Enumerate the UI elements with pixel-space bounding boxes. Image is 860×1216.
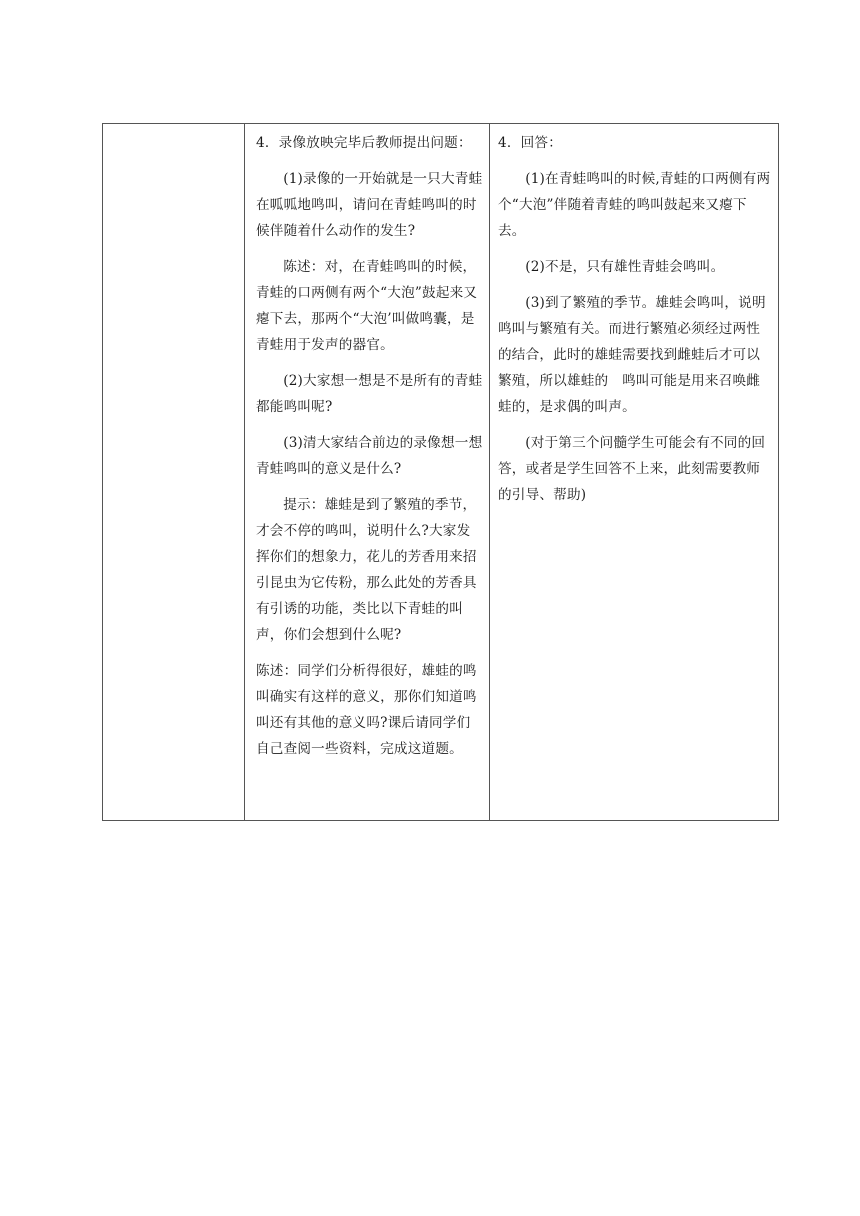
- teacher-activity-column: [245, 124, 490, 820]
- lesson-table: [102, 123, 779, 821]
- student-answer-3: (3)到了繁殖的季节。雄蛙会鸣叫，说明鸣叫与繁殖有关。而进行繁殖必须经过两性的结合，此时的雄蛙需要找到雌蛙后才可以繁殖，所以雄蛙的 鸣叫可能是用来召唤雌蛙的，是求偶的叫声。: [498, 295, 766, 415]
- teacher-statement-2: 陈述：同学们分析得很好，雄蛙的鸣叫确实有这样的意义，那你们知道鸣叫还有其他的意义吗?课后请同学们自己查阅一些资料，完成这道题。: [256, 663, 477, 757]
- teacher-statement-1: 陈述：对，在青蛙鸣叫的时候，青蛙的口两侧有两个“大泡”鼓起来又瘪下去，那两个“大泡’叫做鸣囊，是青蛙用于发声的器官。: [256, 259, 478, 353]
- stage-column-empty: [103, 124, 245, 820]
- teacher-question-1: (1)录像的一开始就是一只大青蛙在呱呱地鸣叫，请问在青蛙鸣叫的时候伴随着什么动作的发生?: [256, 171, 483, 239]
- student-answer-2: (2)不是，只有雄性青蛙会鸣叫。: [525, 259, 725, 275]
- student-answer-1: (1)在青蛙鸣叫的时候,青蛙的口两侧有两个“大泡”伴随着青蛙的鸣叫鼓起来又瘪下去。: [498, 171, 771, 239]
- teacher-hint: 提示：雄蛙是到了繁殖的季节，才会不停的鸣叫，说明什么?大家发挥你们的想象力，花儿的芳香用来招引昆虫为它传粉，那么此处的芳香具有引诱的功能，类比以下青蛙的叫声，你们会想到什么呢?: [256, 497, 477, 643]
- teacher-question-3: (3)清大家结合前边的录像想一想青蛙鸣叫的意义是什么?: [256, 435, 483, 477]
- teacher-question-2: (2)大家想一想是不是所有的青蛙都能鸣叫呢?: [256, 373, 483, 415]
- student-heading: 4．回答：: [498, 135, 563, 151]
- student-note: (对于第三个问髓学生可能会有不同的回答，或者是学生回答不上来，此刻需要教师的引导、帮助): [498, 435, 766, 503]
- teacher-heading: 4．录像放映完毕后教师提出问题：: [256, 135, 472, 151]
- student-activity-column: [490, 124, 778, 820]
